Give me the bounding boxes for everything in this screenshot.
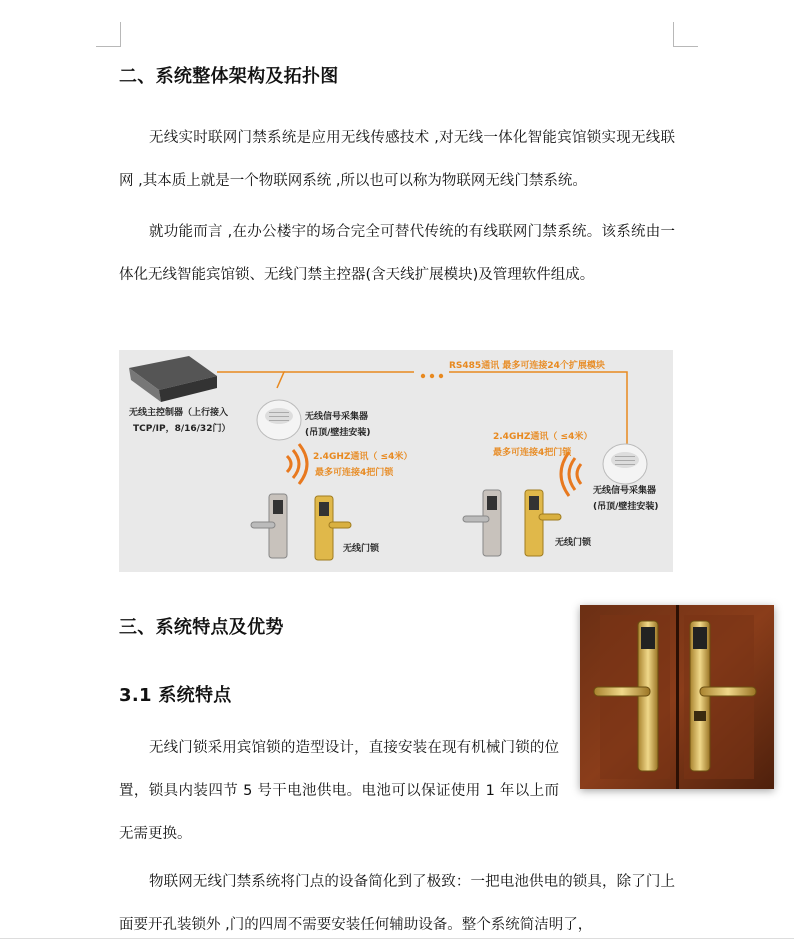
collector-label-sub: (吊顶/壁挂安装) [593,502,659,512]
door-lock-photo [580,605,774,789]
comm-label: 2.4GHZ通讯（ ≤4米） [313,452,413,462]
door-lock-photo-graphic [580,605,774,789]
collector-label-sub: (吊顶/壁挂安装) [305,428,371,438]
comm-label-sub: 最多可连接4把门锁 [315,468,394,478]
door-lock-silver-icon [463,490,501,556]
paragraph-intro: 无线实时联网门禁系统是应用无线传感技术 ,对无线一体化智能宾馆锁实现无线联网 ,其本质上就是一个物联网系统 ,所以也可以称为物联网无线门禁系统。 [119,130,675,189]
comm-label-sub: 最多可连接4把门锁 [493,448,572,458]
paragraph-simplicity: 物联网无线门禁系统将门点的设备简化到了极致：一把电池供电的锁具，除了门上面要开孔装锁外 ,门的四周不需要安装任何辅助设备。整个系统简洁明了， [119,874,675,933]
ellipsis-dot [439,374,443,378]
controller-to-collector-line [217,372,284,388]
collector-label: 无线信号采集器 [593,486,657,496]
controller-label: 无线主控制器（上行接入 [129,408,229,418]
page-corner-mark-right [673,22,698,47]
wireless-signal-icon [287,444,307,484]
paragraph-function: 就功能而言 ,在办公楼宇的场合完全可替代传统的有线联网门禁系统。该系统由一体化无线智能宾馆锁、无线门禁主控器(含天线扩展模块)及管理软件组成。 [119,224,675,283]
collector-label: 无线信号采集器 [305,412,369,422]
controller-label-sub: TCP/IP，8/16/32门） [133,424,231,434]
rs485-label: RS485通讯 最多可连接24个扩展模块 [449,361,605,371]
comm-label: 2.4GHZ通讯（ ≤4米） [493,432,593,442]
lock-label: 无线门锁 [343,544,380,554]
lock-label: 无线门锁 [555,538,592,548]
signal-collector-icon [603,444,647,484]
controller-device-icon [129,356,217,402]
topology-diagram [119,350,673,572]
ellipsis-dot [421,374,425,378]
section-heading-architecture: 二、系统整体架构及拓扑图 [119,66,339,87]
door-lock-silver-icon [251,494,287,558]
subsection-heading-features: 3.1 系统特点 [119,685,232,706]
paragraph-lock-design: 无线门锁采用宾馆锁的造型设计，直接安装在现有机械门锁的位置，锁具内装四节 5 号干电池供电。电池可以保证使用 1 年以上而无需更换。 [119,740,559,842]
signal-collector-icon [257,400,301,440]
page-corner-mark-left [96,22,121,47]
page-bottom-edge [0,938,794,939]
section-heading-features: 三、系统特点及优势 [119,617,284,638]
ellipsis-dot [430,374,434,378]
